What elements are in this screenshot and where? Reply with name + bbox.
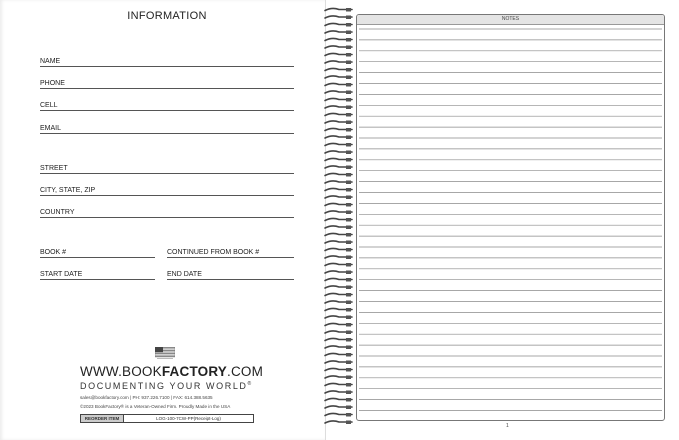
spiral-coil (325, 368, 352, 372)
country-label: COUNTRY (40, 209, 75, 216)
page-title: INFORMATION (127, 10, 207, 22)
spiral-coil (325, 256, 352, 260)
book-number-field[interactable] (40, 247, 155, 258)
notes-lines[interactable] (357, 25, 664, 420)
spiral-coil (325, 316, 352, 320)
spiral-coil (325, 106, 352, 110)
notes-box (356, 14, 665, 421)
spiral-coil (325, 46, 352, 50)
spiral-coil (325, 83, 352, 87)
spiral-coil (325, 211, 352, 215)
spiral-coil (325, 323, 352, 327)
contact-info: sales@bookfactory.com | PH: 937.226.7100 | FAX: 614.388.5635 (80, 395, 213, 400)
continued-from-field[interactable] (167, 247, 294, 258)
spiral-coil (325, 203, 352, 207)
reorder-label: REORDER ITEM (81, 415, 124, 422)
email-field[interactable] (40, 123, 294, 134)
spiral-coil (325, 338, 352, 342)
spiral-coil (325, 301, 352, 305)
spiral-coil (325, 143, 352, 147)
continued-from-label: CONTINUED FROM BOOK # (167, 249, 260, 256)
spiral-coil (325, 391, 352, 395)
spiral-coil (325, 113, 352, 117)
reorder-code: LOG-100-7CW-PP(Receipt-Log) (156, 416, 221, 421)
spiral-coil (325, 98, 352, 102)
spiral-coil (325, 293, 352, 297)
spiral-coil (325, 136, 352, 140)
spiral-coil (325, 181, 352, 185)
city-label: CITY, STATE, ZIP (40, 187, 96, 194)
end-date-label: END DATE (167, 271, 202, 278)
notes-header: NOTES (357, 15, 664, 25)
spiral-coil (325, 91, 352, 95)
spiral-coil (325, 271, 352, 275)
spiral-coil (325, 331, 352, 335)
spiral-coil (325, 361, 352, 365)
country-field[interactable] (40, 207, 294, 218)
spiral-coil (325, 151, 352, 155)
book-number-label: BOOK # (40, 249, 67, 256)
spiral-coil (325, 76, 352, 80)
us-flag-icon (155, 347, 175, 360)
spiral-coil (325, 196, 352, 200)
spiral-coil (325, 68, 352, 72)
spiral-coil (325, 23, 352, 27)
spiral-coil (325, 226, 352, 230)
spiral-coil (325, 248, 352, 252)
spiral-coil (325, 16, 352, 20)
spiral-coil (325, 233, 352, 237)
legal-notice: ©2023 BookFactory® is a Veteran-Owned Firm. Proudly Made in the USA (80, 404, 231, 409)
name-field[interactable] (40, 56, 294, 67)
spiral-coil (325, 166, 352, 170)
reorder-box (80, 414, 254, 423)
spiral-coil (325, 241, 352, 245)
start-date-field[interactable] (40, 269, 155, 280)
spiral-coil (325, 38, 352, 42)
spiral-coil (325, 421, 352, 425)
spiral-coil (325, 218, 352, 222)
left-page (0, 0, 326, 440)
cell-field[interactable] (40, 100, 294, 111)
spiral-coil (325, 346, 352, 350)
spiral-coil (325, 263, 352, 267)
spiral-coil (325, 376, 352, 380)
phone-label: PHONE (40, 80, 65, 87)
spiral-coil (325, 128, 352, 132)
spiral-coil (325, 121, 352, 125)
spiral-coil (325, 286, 352, 290)
street-label: STREET (40, 165, 68, 172)
spiral-coil (325, 31, 352, 35)
page-number: 1 (506, 423, 509, 429)
spiral-coil (325, 61, 352, 65)
end-date-field[interactable] (167, 269, 294, 280)
spiral-coil (325, 308, 352, 312)
brand-url: WWW.BOOKFACTORY.COM (80, 364, 264, 379)
brand-tagline: DOCUMENTING YOUR WORLD® (80, 381, 253, 391)
city-state-zip-field[interactable] (40, 185, 294, 196)
spiral-coil (325, 383, 352, 387)
spiral-coil (325, 406, 352, 410)
spiral-coil (325, 53, 352, 57)
spiral-binding (322, 6, 356, 434)
start-date-label: START DATE (40, 271, 83, 278)
spiral-coil (325, 353, 352, 357)
street-field[interactable] (40, 163, 294, 174)
spiral-coil (325, 8, 352, 12)
spiral-coil (325, 188, 352, 192)
spiral-coil (325, 413, 352, 417)
cell-label: CELL (40, 102, 58, 109)
spiral-coil (325, 173, 352, 177)
email-label: EMAIL (40, 125, 62, 132)
phone-field[interactable] (40, 78, 294, 89)
spiral-coil (325, 398, 352, 402)
spiral-coil (325, 158, 352, 162)
name-label: NAME (40, 58, 61, 65)
spiral-coil (325, 278, 352, 282)
